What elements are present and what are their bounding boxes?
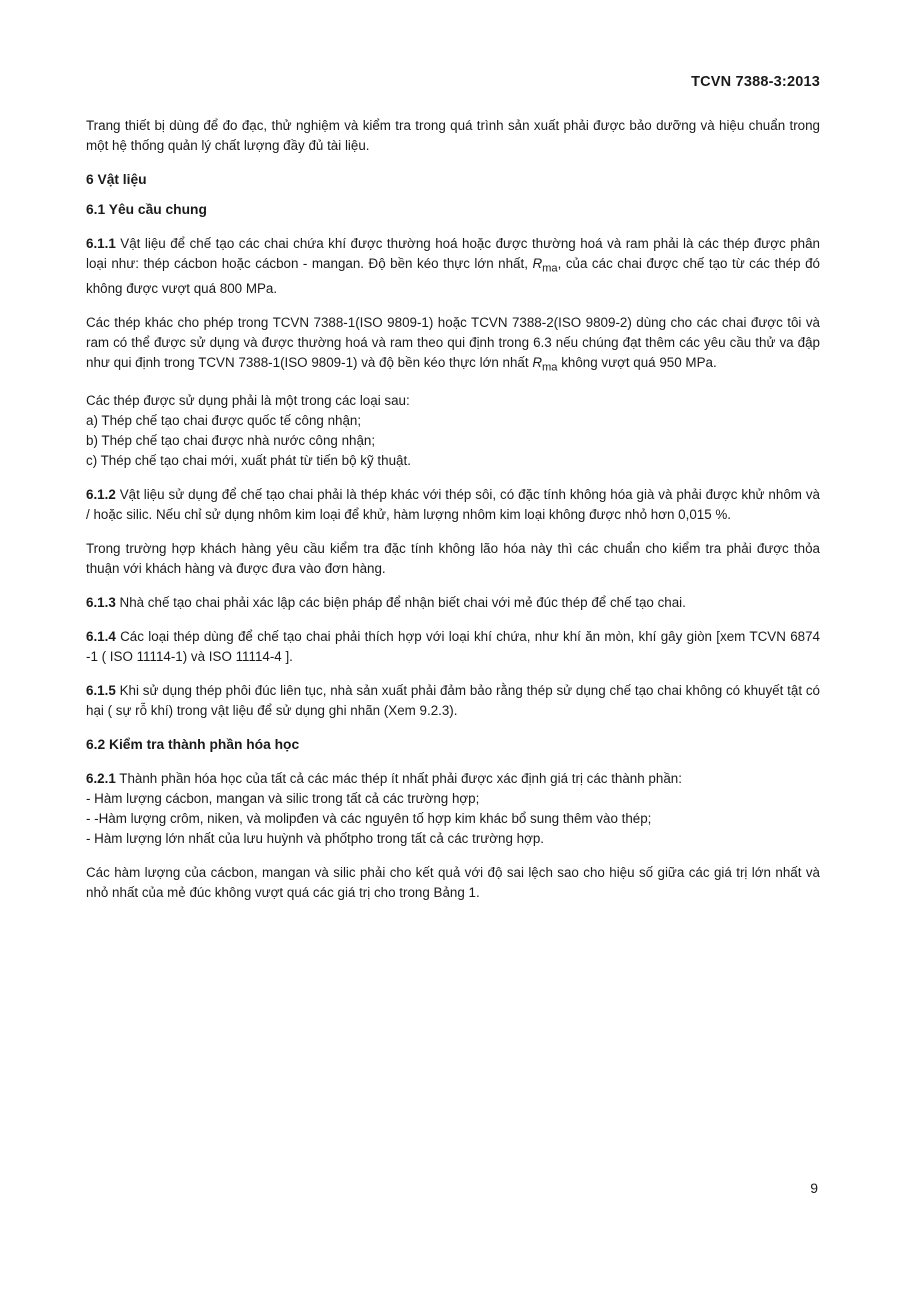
paragraph-text-cont: không vượt quá 950 MPa. — [557, 354, 717, 370]
clause-6-1-1 — [86, 234, 820, 299]
dash-item-1: - Hàm lượng cácbon, mangan và silic trong tất cả các trường hợp; — [86, 791, 480, 807]
section-6-1-heading: 6.1 Yêu cầu chung — [86, 202, 207, 217]
list-item-c: c) Thép chế tạo chai mới, xuất phát từ tiến bộ kỹ thuật. — [86, 453, 411, 469]
clause-6-2-1 — [86, 769, 820, 789]
document-id-header: TCVN 7388-3:2013 — [691, 74, 820, 90]
clause-number: 6.1.4 — [86, 629, 116, 645]
clause-text: Các loại thép dùng để chế tạo chai phải thích hợp với loại khí chứa, như khí ăn mòn, khí gây giòn [xem TCVN 6874 -1 ( ISO 11114-1) và ISO 11114-4 ]. — [86, 629, 820, 665]
list-item-a: a) Thép chế tạo chai được quốc tế công nhận; — [86, 413, 362, 429]
document-page — [86, 0, 820, 1301]
paragraph-text: Các thép khác cho phép trong TCVN 7388-1(ISO 9809-1) hoặc TCVN 7388-2(ISO 9809-2) dùng cho các chai được tôi và ram có thể được sử dụng và được thường hoá và ram theo qui định trong 6.3 nếu chúng đạt thêm các yêu cầu thử va đập như qui định trong TCVN 7388-1(ISO 9809-1) và độ bền kéo thực lớn nhất — [86, 314, 820, 370]
rma-subscript: ma — [542, 262, 558, 275]
content-tolerance-paragraph: Các hàm lượng của cácbon, mangan và silic phải cho kết quả với độ sai lệch sao cho hiệu số giữa các giá trị lớn nhất và nhỏ nhất của mẻ đúc không vượt quá các giá trị cho trong Bảng 1. — [86, 865, 820, 901]
clause-6-1-2 — [86, 485, 820, 525]
section-6-2-heading: 6.2 Kiểm tra thành phần hóa học — [86, 737, 300, 753]
clause-number: 6.1.3 — [86, 595, 116, 611]
clause-text: Nhà chế tạo chai phải xác lập các biện pháp để nhận biết chai với mẻ đúc thép để chế tạo chai. — [115, 595, 686, 611]
clause-6-1-3 — [86, 593, 820, 613]
steel-types-intro: Các thép được sử dụng phải là một trong các loại sau: — [86, 393, 410, 409]
page-number: 9 — [810, 1180, 818, 1196]
section-6-heading: 6 Vật liệu — [86, 172, 147, 187]
dash-item-2: - -Hàm lượng crôm, niken, và molipđen và các nguyên tố hợp kim khác bổ sung thêm vào thép; — [86, 811, 652, 827]
clause-6-1-5 — [86, 681, 820, 721]
rma-symbol: R — [532, 256, 543, 271]
list-item-b: b) Thép chế tạo chai được nhà nước công nhận; — [86, 433, 376, 449]
clause-number: 6.1.5 — [86, 683, 116, 699]
clause-text-cont: , của các chai được chế tạo từ các thép đó không được vượt quá 800 MPa. — [86, 256, 820, 296]
intro-paragraph: Trang thiết bị dùng để đo đạc, thử nghiệm và kiểm tra trong quá trình sản xuất phải được bảo dưỡng và hiệu chuẩn trong một hệ thống quản lý chất lượng đầy đủ tài liệu. — [86, 118, 820, 153]
rma-subscript: ma — [541, 361, 558, 374]
clause-6-1-2-aging: Trong trường hợp khách hàng yêu cầu kiểm tra đặc tính không lão hóa này thì các chuẩn cho kiểm tra phải được thỏa thuận với khách hàng và được đưa vào đơn hàng. — [86, 541, 820, 577]
clause-number: 6.1.2 — [86, 487, 116, 503]
dash-item-3: - Hàm lượng lớn nhất của lưu huỳnh và phốtpho trong tất cả các trường hợp. — [86, 831, 545, 847]
document-body — [86, 116, 820, 903]
clause-number: 6.2.1 — [86, 771, 116, 787]
clause-6-1-1-other-steels — [86, 313, 820, 378]
clause-text: Vật liệu sử dụng để chế tạo chai phải là thép khác với thép sôi, có đặc tính không hóa già và phải được khử nhôm và / hoặc silic. Nếu chỉ sử dụng nhôm kim loại để khử, hàm lượng nhôm kim loại không được nhỏ hơn 0,015 %. — [86, 487, 820, 523]
clause-text: Vật liệu để chế tạo các chai chứa khí được thường hoá hoặc được thường hoá và ram phải là các thép được phân loại như: thép cácbon hoặc cácbon - mangan. Độ bền kéo thực lớn nhất, — [86, 236, 820, 271]
clause-number: 6.1.1 — [86, 236, 116, 251]
clause-text: Thành phần hóa học của tất cả các mác thép ít nhất phải được xác định giá trị các thành phần: — [115, 771, 682, 787]
clause-text: Khi sử dụng thép phôi đúc liên tục, nhà sản xuất phải đảm bảo rằng thép sử dụng chế tạo chai không có khuyết tật có hại ( sự rỗ khí) trong vật liệu để sử dụng ghi nhãn (Xem 9.2.3). — [86, 683, 820, 719]
rma-symbol: R — [532, 354, 542, 370]
clause-6-1-4 — [86, 627, 820, 667]
